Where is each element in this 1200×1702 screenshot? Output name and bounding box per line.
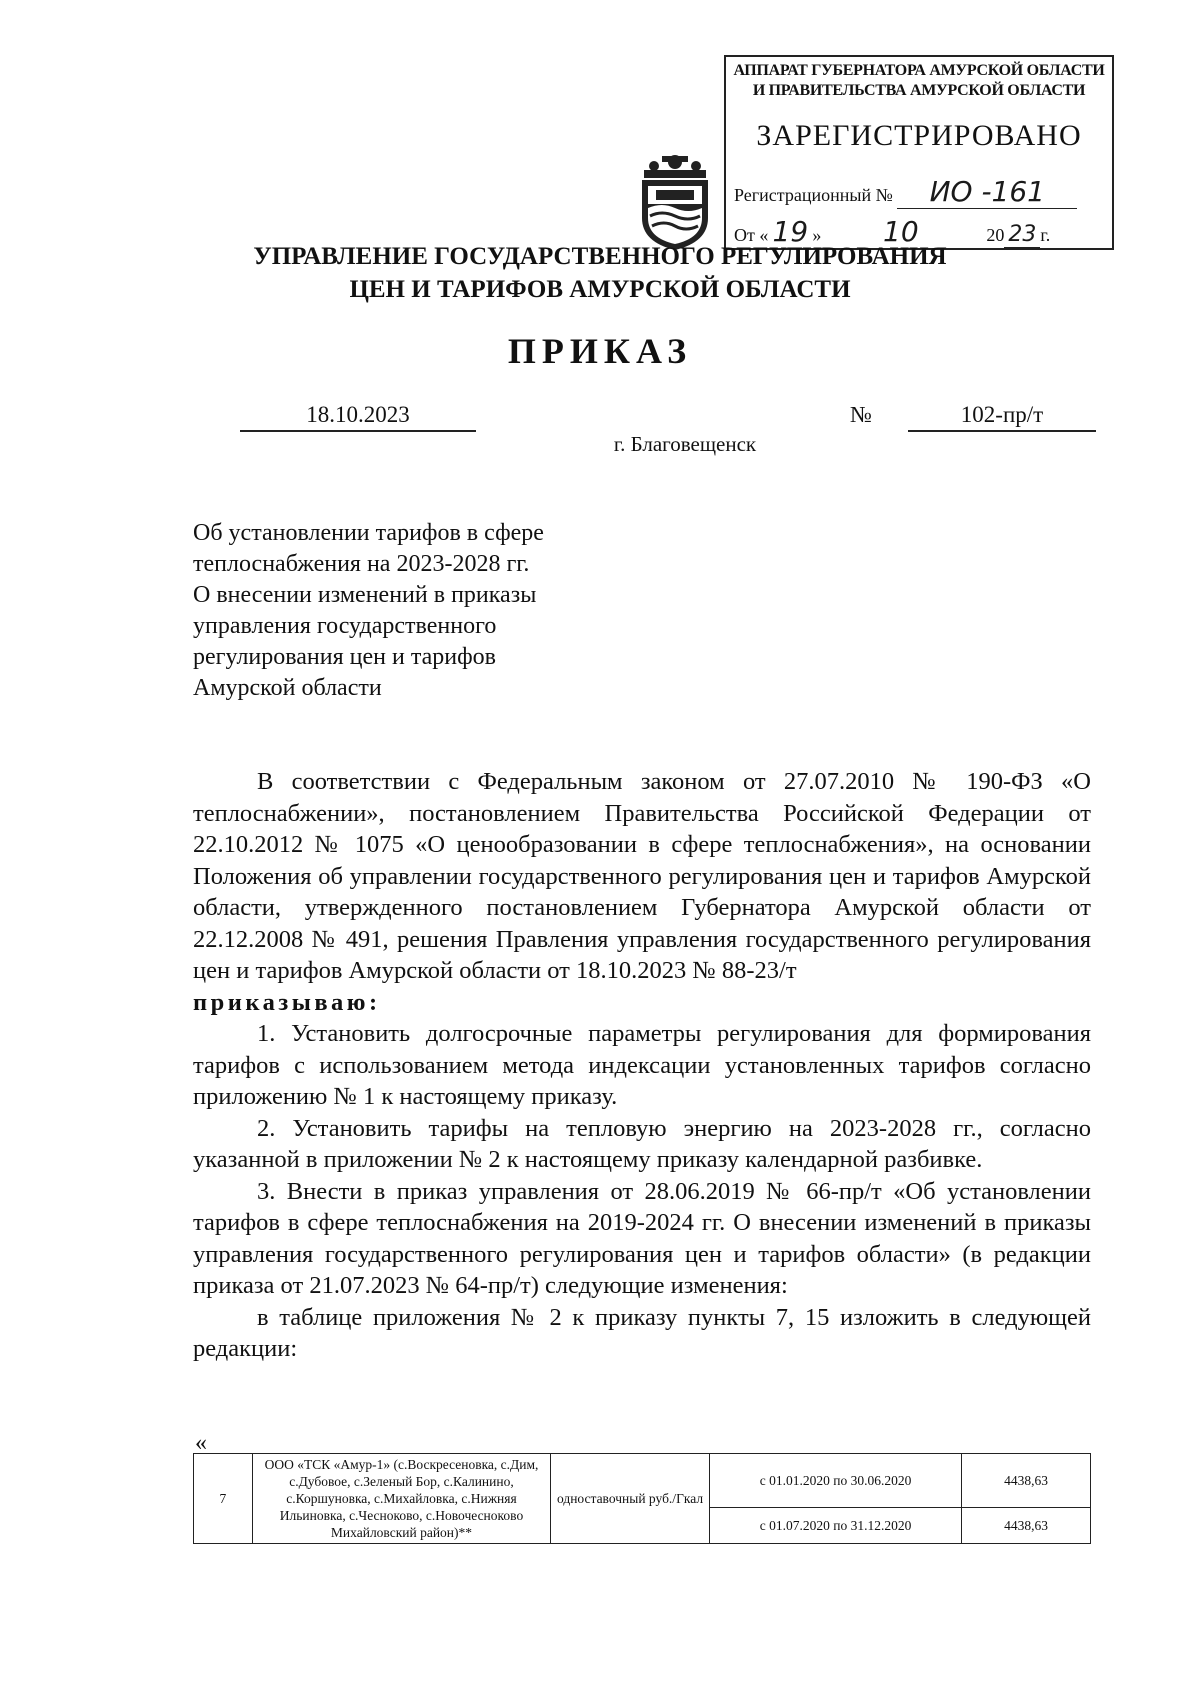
stamp-registered-label: ЗАРЕГИСТРИРОВАНО [756, 119, 1082, 152]
stamp-date-year-prefix: 20 [986, 225, 1005, 245]
row-number-cell: 7 [194, 1454, 253, 1544]
table-row [194, 1454, 1091, 1508]
stamp-date-year-suffix: 23 [1004, 222, 1040, 248]
order-item-2: 2. Установить тарифы на тепловую энергию на 2023-2028 гг., согласно указанной в приложении № 2 к настоящему приказу календарной разбивке. [193, 1114, 1091, 1173]
stamp-reg-num-value: ИО -161 [897, 175, 1077, 209]
period-cell: с 01.07.2020 по 31.12.2020 [709, 1507, 961, 1543]
stamp-date-year-end: г. [1040, 225, 1051, 245]
authority-line1: УПРАВЛЕНИЕ ГОСУДАРСТВЕННОГО РЕГУЛИРОВАНИЯ [253, 243, 947, 270]
order-subject [193, 518, 633, 704]
organization-cell: ООО «ТСК «Амур-1» (с.Воскресеновка, с.Дим, с.Дубовое, с.Зеленый Бор, с.Калинино, с.Коршуновка, с.Михайловка, с.Нижняя Ильиновка, с.Чесноково, с.Новочесноково Михайловский район)** [252, 1454, 550, 1544]
stamp-registration-number-row [734, 175, 1104, 209]
stamp-date-day: 19 [768, 215, 812, 249]
subject-line: теплоснабжения на 2023-2028 гг. [193, 551, 530, 577]
stamp-org-line2: И ПРАВИТЕЛЬСТВА АМУРСКОЙ ОБЛАСТИ [752, 82, 1086, 99]
order-word: приказываю: [193, 988, 381, 1016]
order-item-1: 1. Установить долгосрочные параметры регулирования для формирования тарифов с использованием метода индексации установленных тарифов согласно приложению № 1 к настоящему приказу. [193, 1020, 1091, 1110]
order-number: 102-пр/т [908, 402, 1096, 432]
subject-line: управления государственного [193, 613, 497, 639]
order-item-3-subparagraph: в таблице приложения № 2 к приказу пункты 7, 15 изложить в следующей редакции: [193, 1303, 1091, 1362]
registration-stamp [724, 55, 1114, 250]
authority-line2: ЦЕН И ТАРИФОВ АМУРСКОЙ ОБЛАСТИ [349, 276, 851, 303]
order-date: 18.10.2023 [240, 402, 476, 432]
period-cell: с 01.01.2020 по 30.06.2020 [709, 1454, 961, 1508]
stamp-reg-num-label: Регистрационный № [734, 185, 893, 205]
document-type-title: ПРИКАЗ [507, 331, 693, 371]
subject-line: Об установлении тарифов в сфере [193, 520, 544, 546]
order-number-sign: № [850, 402, 872, 427]
order-item-3: 3. Внести в приказ управления от 28.06.2019 № 66-пр/т «Об установлении тарифов в сфере теплоснабжения на 2019-2024 гг. О внесении изменений в приказы управления государственного регулирования цен и тарифов области» (в редакции приказа от 21.07.2023 № 64-пр/т) следующие изменения: [193, 1177, 1091, 1299]
subject-line: Амурской области [193, 675, 382, 701]
quote-open-mark: « [195, 1430, 207, 1456]
order-city: г. Благовещенск [613, 432, 757, 456]
coat-of-arms-icon [634, 152, 716, 252]
tariff-table [193, 1453, 1091, 1544]
tariff-type-cell: одноставочный руб./Гкал [551, 1454, 710, 1544]
stamp-date-quote-close: » [812, 225, 822, 245]
stamp-date-prefix: От « [734, 225, 769, 245]
stamp-organization [726, 61, 1112, 101]
order-body [193, 766, 1091, 1365]
subject-line: регулирования цен и тарифов [193, 644, 496, 670]
stamp-org-line1: АППАРАТ ГУБЕРНАТОРА АМУРСКОЙ ОБЛАСТИ [733, 62, 1105, 79]
tariff-value-cell: 4438,63 [962, 1454, 1091, 1508]
tariff-value-cell: 4438,63 [962, 1507, 1091, 1543]
stamp-date-month: 10 [826, 215, 976, 249]
issuing-authority [0, 240, 1200, 306]
preamble-paragraph: В соответствии с Федеральным законом от 27.07.2010 № 190-ФЗ «О теплоснабжении», постановлением Правительства Российской Федерации от 22.10.2012 № 1075 «О ценообразовании в сфере теплоснабжения», на основании Положения об управлении государственного регулирования цен и тарифов Амурской области, утвержденного постановлением Губернатора Амурской области от 22.12.2008 № 491, решения Правления управления государственного регулирования цен и тарифов Амурской области от 18.10.2023 № 88-23/т [193, 768, 1091, 984]
subject-line: О внесении изменений в приказы [193, 582, 537, 608]
